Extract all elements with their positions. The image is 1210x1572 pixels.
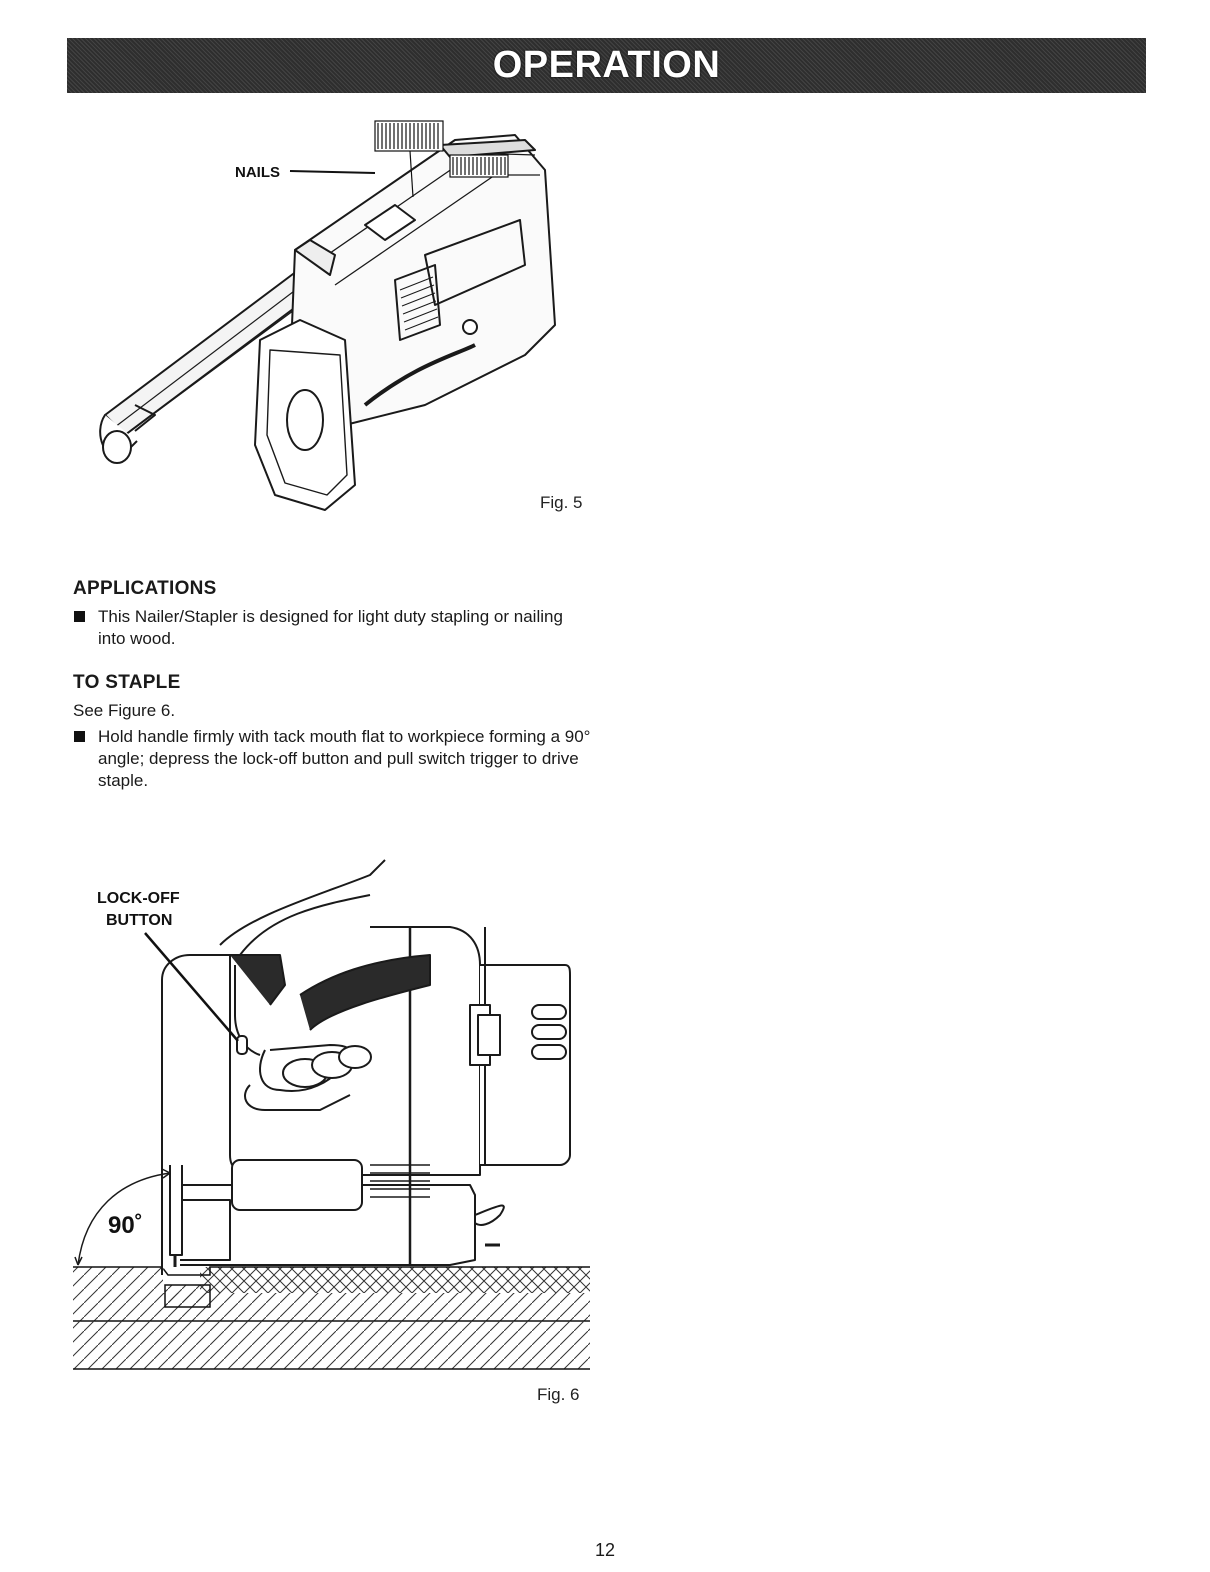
to-staple-heading: TO STAPLE bbox=[73, 672, 181, 693]
section-banner bbox=[67, 38, 1146, 93]
lockoff-label-line2: BUTTON bbox=[106, 912, 173, 929]
figure-6-caption: Fig. 6 bbox=[537, 1385, 580, 1404]
figure-5 bbox=[95, 115, 595, 525]
figure-6 bbox=[70, 855, 595, 1415]
bullet-square-icon bbox=[74, 611, 85, 622]
to-staple-section bbox=[73, 672, 593, 798]
applications-bullet bbox=[73, 606, 593, 650]
figure-5-illustration bbox=[95, 115, 595, 525]
lockoff-label-line1: LOCK-OFF bbox=[97, 890, 180, 907]
applications-bullet-text: This Nailer/Stapler is designed for light duty stapling or nailing into wood. bbox=[98, 607, 563, 648]
page-number: 12 bbox=[594, 1540, 616, 1560]
figure-5-caption: Fig. 5 bbox=[540, 493, 583, 512]
nails-label: NAILS bbox=[235, 164, 280, 181]
angle-label: 90˚ bbox=[108, 1212, 143, 1239]
section-title: OPERATION bbox=[492, 44, 721, 86]
to-staple-intro: See Figure 6. bbox=[73, 701, 176, 720]
to-staple-bullet-text: Hold handle firmly with tack mouth flat to workpiece forming a 90° angle; depress the lock-off button and pull switch trigger to drive staple. bbox=[98, 727, 591, 790]
to-staple-bullet bbox=[73, 726, 593, 792]
figure-6-illustration bbox=[70, 855, 595, 1415]
applications-heading: APPLICATIONS bbox=[73, 578, 217, 599]
applications-section bbox=[73, 578, 593, 656]
bullet-square-icon bbox=[74, 731, 85, 742]
